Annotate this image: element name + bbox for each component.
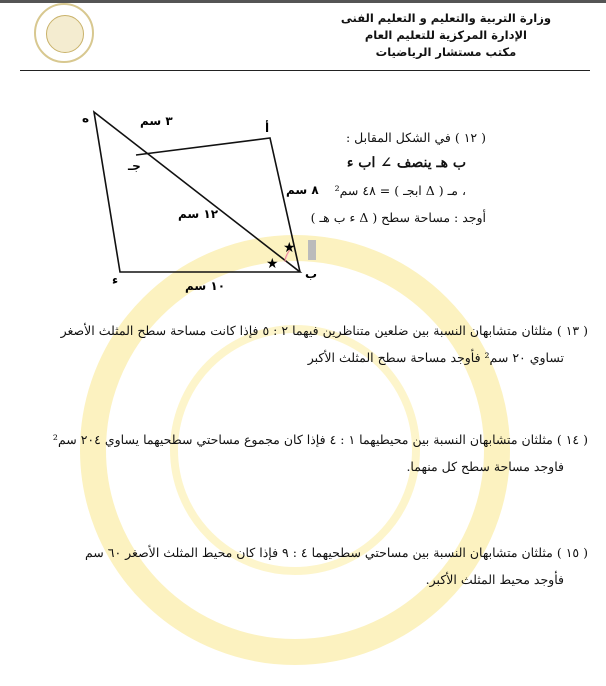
point-a-label: أ (265, 121, 270, 135)
point-h-label: ه (82, 111, 90, 125)
point-j-label: جـ (128, 159, 141, 173)
q14-line2: فاوجد مساحة سطح كل منهما. (406, 459, 564, 474)
header-office: مكتب مستشار الرياضيات (375, 45, 517, 59)
q13-line2: تساوي ٢٠ سم² فأوجد مساحة سطح المثلث الأكبر (307, 350, 564, 365)
q15-line1: ( ١٥ ) مثلثان متشابهان النسبة بين مساحتي سطحيهما ٤ : ٩ فإذا كان محيط المثلث الأصغر ٦٠ سم (84, 545, 588, 560)
star-mark: ★ (283, 240, 296, 256)
q13-line1: ( ١٣ ) مثلثان متشابهان النسبة بين ضلعين متناظرين فيهما ٢ : ٥ فإذا كانت مساحة سطح المثلث الأصغر (60, 323, 588, 338)
q12-line1: ( ١٢ ) في الشكل المقابل : (345, 130, 486, 145)
q12-line3: ، مـ ( Δ ابجـ ) = ٤٨ سم² (334, 183, 466, 198)
header-department: الإدارة المركزية للتعليم العام (364, 28, 528, 42)
triangle-hbd (94, 112, 300, 272)
q12-line4: أوجد : مساحة سطح ( Δ ء ب هـ ) (310, 210, 486, 225)
q15-line2: فأوجد محيط المثلث الأكبر. (425, 572, 564, 587)
star-mark: ★ (266, 256, 279, 272)
length-db: ١٠ سم (185, 279, 226, 293)
length-hj: ٣ سم (140, 114, 173, 128)
header-ministry: وزارة التربية والتعليم و التعليم الفنى (340, 11, 551, 25)
angle-mark-grey (308, 240, 316, 260)
point-d-label: ء (112, 273, 119, 287)
q14-line1: ( ١٤ ) مثلثان متشابهان النسبة بين محيطيهما ١ : ٤ فإذا كان مجموع مساحتي سطحيهما يساوي ٢٠٤ سم² (52, 432, 588, 447)
point-b-label: ب (305, 267, 318, 281)
q12-line2: ب هـ ينصف ∠ اب ء (346, 155, 466, 171)
length-jb: ١٢ سم (178, 207, 219, 221)
length-ab: ٨ سم (286, 183, 319, 197)
